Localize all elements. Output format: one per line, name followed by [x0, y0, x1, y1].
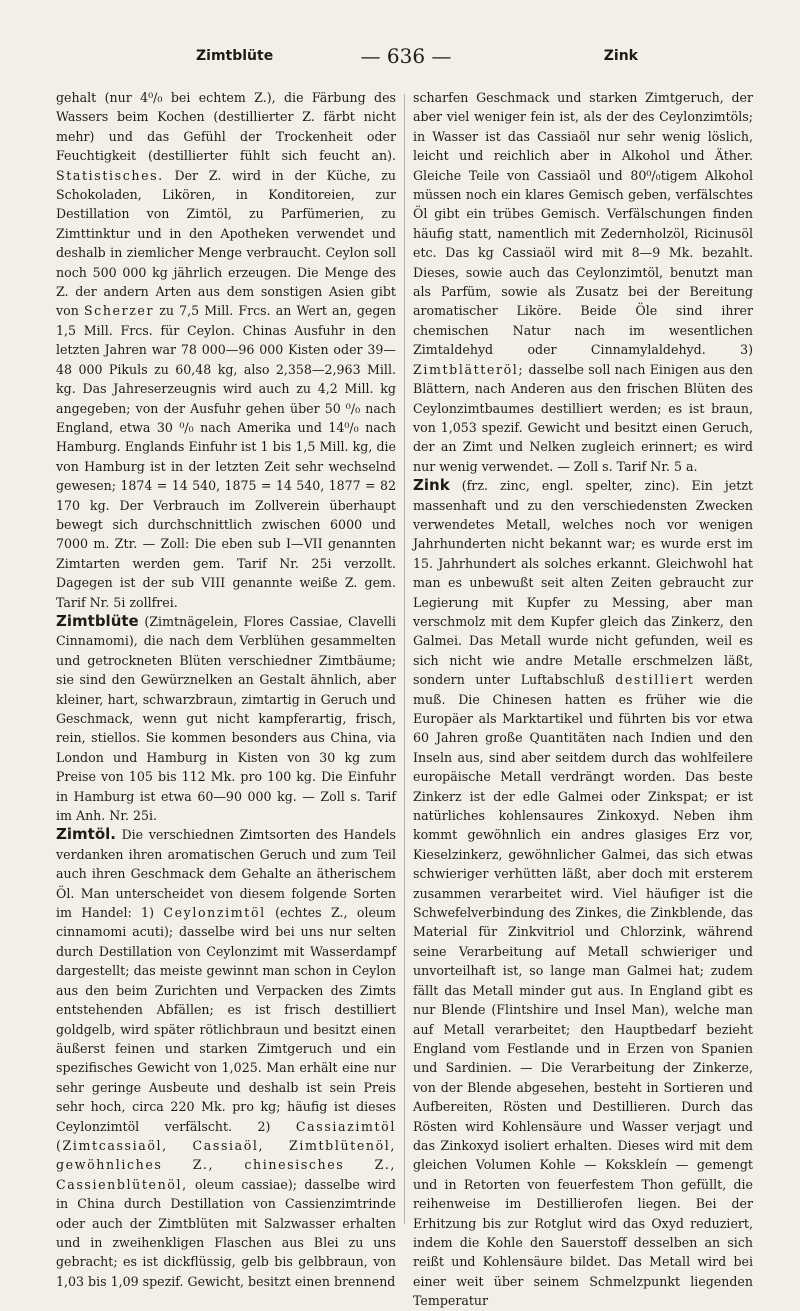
- column-divider: [404, 94, 405, 1224]
- text-block: zu 7,5 Mill. Frcs. an Wert an, gegen 1,5 Mill. Frcs. für Ceylon. Chinas Ausfuhr in den letzten Jahren war 78 000—96 000 Kisten oder 39—48 000 Pikuls zu 60,48 kg, also 2,358—2,963 Mill. kg. Das Jahreserzeugnis wird auch zu 4,2 Mill. kg angegeben; von der Ausfuhr gehen über 50 ⁰/₀ nach England, etwa 30 ⁰/₀ nach Amerika und 14⁰/₀ nach Hamburg. Englands Einfuhr ist 1 bis 1,5 Mill. kg, die von Hamburg ist in der letzten Zeit sehr wechselnd gewesen; 1874 = 14 540, 1875 = 14 540, 1877 = 82 170 kg. Der Verbrauch im Zollverein überhaupt bewegt sich durchschnittlich zwischen 6000 und 7000 m. Ztr. — Zoll: Die eben sub I—VII genannten Zimtarten werden gem. Tarif Nr. 25i verzollt. Dagegen ist der sub VIII genannte weiße Z. gem. Tarif Nr. 5i zollfrei.: [56, 303, 396, 610]
- text-block: gehalt (nur 4⁰/₀ bei echtem Z.), die Färbung des Wassers beim Kochen (destillierter Z. färbt nicht mehr) und das Gefühl der Trockenheit oder Feuchtigkeit (destillierter fühlt sich feucht an).: [56, 90, 396, 164]
- sort-name: Zimtblätteröl;: [413, 361, 525, 377]
- entry-zimtoel: [56, 825, 396, 1291]
- right-column: [413, 88, 753, 1311]
- entry-zink: [413, 476, 753, 1310]
- paragraph-zimtoel-continuation: [413, 88, 753, 476]
- entry-zimtbluete: [56, 612, 396, 825]
- sort-name: Ceylonzimtöl: [163, 905, 266, 921]
- text-block: Der Z. wird in der Küche, zu Schokoladen, Likören, in Konditoreien, zur Destillation von Zimtöl, zu Parfümerien, zu Zimttinktur und in den Apotheken verwendet und deshalb in ziemlicher Menge verbraucht. Ceylon soll noch 500 000 kg jährlich erzeugen. Die Menge des Z. der andern Arten aus dem sonstigen Asien gibt von: [56, 167, 396, 319]
- entry-term: Zimtblüte: [56, 611, 139, 630]
- entry-term: Zimtöl.: [56, 825, 116, 844]
- entry-text: werden muß. Die Chinesen hatten es früher wie die Europäer als Marktartikel und führten bis vor etwa 60 Jahren große Quantitäten nach Indien und den Inseln aus, sind aber seitdem durch das wohlfeilere europäische Metall verdrängt worden. Das beste Zinkerz ist der edle Galmei oder Zinkspat; er ist natürliches kohlensaures Zinkoxyd. Neben ihm kommt gewöhnlich ein andres glasiges Erz vor, Kieselzinkerz, gewöhnlicher Galmei, das sich etwas schwieriger verhütten läßt, aber doch mit ersterem zusammen verarbeitet wird. Viel häufiger ist die Schwefelverbindung des Zinkes, die Zinkblende, das Material für Zinkvitriol und Chlorzink, während seine Verarbeitung auf Metall schwieriger und unvorteilhaft ist, so lange man Galmei hat; zudem fällt das Metall minder gut aus. In England gibt es nur Blende (Flintshire und Insel Man), welche man auf Metall verarbeitet; den Hauptbedarf bezieht England vom Festlande und in Erzen von Spanien und Sardinien. — Die Verarbeitung der Zinkerze, von der Blende abgesehen, besteht in Sortieren und Aufbereiten, Rösten und Destillieren. Durch das Rösten wird Kohlensäure und Wasser verjagt und das Zinkoxyd isoliert erhalten. Dieses wird mit dem gleichen Volumen Kohle — Kokskleín — gemengt und in Retorten von feuerfestem Thon gefüllt, die reihenweise im Destillierofen liegen. Bei der Erhitzung bis zur Rotglut wird das Oxyd reduziert, indem die Kohle den Sauerstoff desselben an sich reißt und Kohlensäure bildet. Das Metall wird bei einer weit über seinem Schmelzpunkt liegenden Temperatur: [413, 672, 753, 1309]
- entry-text: (frz. zinc, engl. spelter, zinc). Ein jetzt massenhaft und zu den verschiedensten Zwecken verwendetes Metall, welches noch vor wenigen Jahrhunderten nicht bekannt war; es wurde erst im 15. Jahrhundert als solches erkannt. Gleichwohl hat man es unbewußt seit alten Zeiten gebraucht zur Legierung mit Kupfer zu Messing, aber man verschmolz mit dem Kupfer gleich das Zinkerz, den Galmei. Das Metall wurde nicht gefunden, weil es sich nicht wie andre Metalle erschmelzen läßt, sondern unter Luftabschluß: [413, 478, 753, 688]
- text-block: scharfen Geschmack und starken Zimtgeruch, der aber viel weniger fein ist, als der des Ceylonzimtöls; in Wasser ist das Cassiaöl nur sehr wenig löslich, leicht und reichlich aber in Alkohol und Äther. Gleiche Teile von Cassiaöl und 80⁰/₀tigem Alkohol müssen noch ein klares Gemisch geben, verfälschtes Öl gibt ein trübes Gemisch. Verfälschungen finden häufig statt, namentlich mit Zedernholzöl, Ricinusöl etc. Das kg Cassiaöl wird mit 8—9 Mk. bezahlt. Dieses, sowie auch das Ceylonzimtöl, benutzt man als Parfüm, sowie als Zusatz bei der Bereitung aromatischer Liköre. Beide Öle sind ihrer chemischen Natur nach im wesentlichen Zimtaldehyd oder Cinnamylaldehyd. 3): [413, 90, 753, 358]
- page-header: [56, 46, 756, 70]
- page-number: — 636 —: [360, 44, 452, 68]
- entry-text: Die verschiednen Zimtsorten des Handels verdanken ihren aromatischen Geruch und zum Teil auch ihren Geschmack dem Gehalte an ätherischem Öl. Man unterscheidet von diesem folgende Sorten im Handel: 1): [56, 827, 396, 921]
- entry-term: Zink: [413, 476, 450, 495]
- paragraph-zimt-continuation: [56, 88, 396, 612]
- header-left-term: Zimtblüte: [196, 48, 274, 64]
- entry-text: (echtes Z., oleum cinnamomi acuti); dasselbe wird bei uns nur selten durch Destillation von Ceylonzimt mit Wasserdampf dargestellt; das meiste gewinnt man schon in Ceylon aus den beim Zurichten und Verpacken des Zimts entstehenden Abfällen; es ist frisch destilliert goldgelb, wird später rötlichbraun und besitzt einen äußerst feinen und starken Zimtgeruch und ein spezifisches Gewicht von 1,025. Man erhält eine nur sehr geringe Ausbeute und deshalb ist sein Preis sehr hoch, circa 220 Mk. pro kg; häufig ist dieses Ceylonzimtöl verfälscht. 2): [56, 905, 396, 1134]
- entry-text: (Zimtnägelein, Flores Cassiae, Clavelli Cinnamomi), die nach dem Verblühen gesammelten und getrockneten Blüten verschiedner Zimtbäume; sie sind den Gewürznelken an Gestalt ähnlich, aber kleiner, hart, schwarzbraun, zimtartig in Geruch und Geschmack, wenn gut nicht kampferartig, frisch, rein, stiellos. Sie kommen besonders aus China, via London und Hamburg in Kisten von 30 kg zum Preise von 105 bis 112 Mk. pro 100 kg. Die Einfuhr in Hamburg ist etwa 60—90 000 kg. — Zoll s. Tarif im Anh. Nr. 25i.: [56, 613, 396, 824]
- sort-name: Cassiazimtöl (Zimtcassiaöl, Cassiaöl, Zimtblütenöl, gewöhnliches Z., chinesisches Z., Cassienblütenöl,: [56, 1118, 396, 1192]
- emphasis-word: destilliert: [615, 672, 695, 688]
- text-block: dasselbe soll nach Einigen aus den Blättern, nach Anderen aus den frischen Blüten des Ceylonzimtbaumes destilliert werden; es ist braun, von 1,053 spezif. Gewicht und besitzt einen Geruch, der an Zimt und Nelken zugleich erinnert; es wird nur wenig verwendet. — Zoll s. Tarif Nr. 5 a.: [413, 361, 753, 474]
- left-column: [56, 88, 396, 1291]
- entry-text: oleum cassiae); dasselbe wird in China durch Destillation von Cassienzimtrinde oder auch der Zimtblüten mit Salzwasser erhalten und in zweihenkligen Flaschen aus Blei zu uns gebracht; es ist dickflüssig, gelb bis gelbbraun, von 1,03 bis 1,09 spezif. Gewicht, besitzt einen brennend: [56, 1176, 396, 1289]
- person-name: Scherzer: [83, 303, 155, 319]
- section-label-statistics: Statistisches.: [56, 167, 164, 183]
- header-right-term: Zink: [603, 48, 638, 64]
